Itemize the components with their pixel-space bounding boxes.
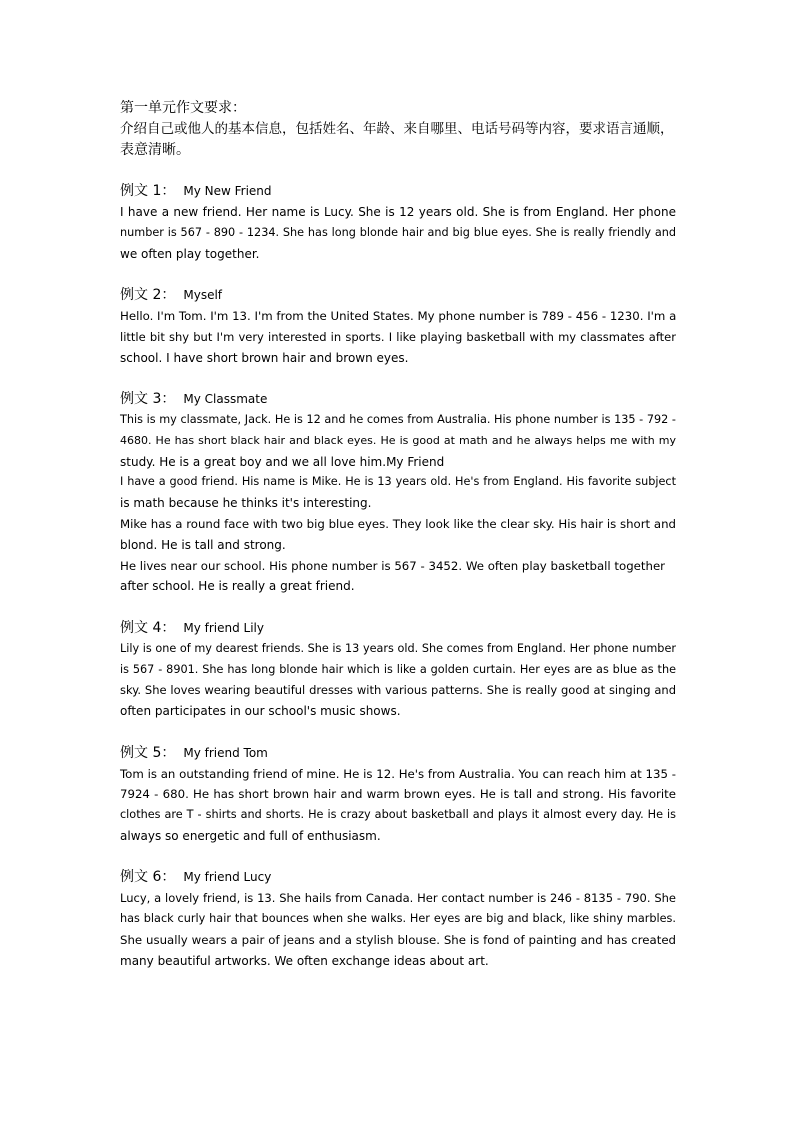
requirement-text-line: 表意清晰。 (120, 141, 190, 158)
essay-heading (120, 618, 676, 639)
essay-heading (120, 867, 676, 888)
essay-title: My friend Lucy (183, 870, 272, 885)
spacer (120, 160, 676, 181)
essay-line: many beautiful artworks. We often exchange ideas about art. (120, 953, 489, 968)
essay-section (120, 181, 676, 264)
spacer (120, 722, 676, 743)
essay-line: we often play together. (120, 246, 260, 261)
essay-line: clothes are T - shirts and shorts. He is crazy about basketball and plays it almost every day. He is (120, 808, 676, 822)
essay-heading (120, 285, 676, 306)
essay-line: has black curly hair that bounces when she walks. Her eyes are big and black, like shiny marbles. (120, 912, 676, 926)
essay-section (120, 867, 676, 971)
essay-line: He lives near our school. His phone number is 567 - 3452. We often play basketball together (120, 558, 666, 573)
spacer (120, 368, 676, 389)
essay-section (120, 743, 676, 847)
essay-line: 7924 - 680. He has short brown hair and warm brown eyes. He is tall and strong. His favorite (120, 787, 676, 802)
essay-section (120, 618, 676, 722)
spacer (120, 847, 676, 868)
essay-line: is 567 - 8901. She has long blonde hair which is like a golden curtain. Her eyes are as blue as the (120, 662, 676, 676)
essay-title: My friend Tom (183, 745, 268, 760)
essay-line: sky. She loves wearing beautiful dresses with various patterns. She is really good at singing and (120, 683, 676, 698)
essay-heading (120, 743, 676, 764)
essay-line: little bit shy but I'm very interested in sports. I like playing basketball with my classmates after (120, 329, 676, 344)
requirement-title: 第一单元作文要求： (120, 100, 246, 116)
essay-line: school. I have short brown hair and brown eyes. (120, 350, 409, 365)
essay-line: after school. He is really a great friend. (120, 579, 355, 594)
essay-section (120, 285, 676, 368)
essay-label: 例文 3： (120, 391, 176, 408)
requirement-text-line: 介绍自己或他人的基本信息，包括姓名、年龄、来自哪里、电话号码等内容，要求语言通顺， (120, 120, 674, 137)
essay-label: 例文 6： (120, 869, 176, 886)
essay-line: often participates in our school's music shows. (120, 704, 401, 719)
essay-line: She usually wears a pair of jeans and a stylish blouse. She is fond of painting and has created (120, 932, 676, 947)
essay-label: 例文 2： (120, 287, 176, 304)
essay-heading (120, 181, 676, 202)
essay-line: This is my classmate, Jack. He is 12 and he comes from Australia. His phone number is 135 - 792 - (120, 412, 676, 426)
essay-line: study. He is a great boy and we all love him.My Friend (120, 454, 445, 469)
essay-line: Tom is an outstanding friend of mine. He is 12. He's from Australia. You can reach him at 135 - (120, 766, 676, 781)
essay-line: I have a good friend. His name is Mike. He is 13 years old. He's from England. His favorite subject (120, 475, 676, 489)
essay-line: always so energetic and full of enthusiasm. (120, 828, 381, 843)
essay-title: Myself (183, 288, 223, 303)
document-page (120, 98, 676, 971)
essay-title: My Classmate (183, 392, 268, 407)
essay-section (120, 389, 676, 597)
essay-label: 例文 1： (120, 183, 176, 200)
essay-title: My New Friend (183, 184, 272, 199)
essay-line: blond. He is tall and strong. (120, 537, 286, 552)
essay-heading (120, 389, 676, 410)
essay-line: Mike has a round face with two big blue eyes. They look like the clear sky. His hair is short and (120, 516, 676, 531)
essay-line: Lily is one of my dearest friends. She is 13 years old. She comes from England. Her phone number (120, 641, 676, 655)
essay-label: 例文 5： (120, 744, 176, 761)
essay-line: is math because he thinks it's interesting. (120, 496, 372, 511)
spacer (120, 597, 676, 618)
essay-line: number is 567 - 890 - 1234. She has long blonde hair and big blue eyes. She is really friendly and (120, 225, 676, 239)
essay-line: Hello. I'm Tom. I'm 13. I'm from the United States. My phone number is 789 - 456 - 1230. I'm a (120, 308, 677, 323)
spacer (120, 264, 676, 285)
essay-line: Lucy, a lovely friend, is 13. She hails from Canada. Her contact number is 246 - 8135 - 790. She (120, 891, 676, 906)
essay-label: 例文 4： (120, 619, 176, 636)
essay-line: I have a new friend. Her name is Lucy. She is 12 years old. She is from England. Her phone (120, 204, 676, 219)
essay-line: 4680. He has short black hair and black eyes. He is good at math and he always helps me with my (120, 433, 676, 447)
essay-title: My friend Lily (183, 620, 264, 635)
